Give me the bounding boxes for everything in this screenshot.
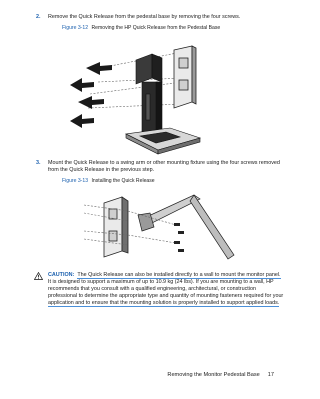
warning-triangle-icon [34, 272, 43, 280]
figure-3-12-label: Figure 3-12 [62, 25, 89, 31]
page-number: 17 [267, 372, 274, 378]
caution-note [48, 272, 285, 307]
caution-line-4: professional to determine the appropriate type and quantity of mounting fasteners required for your [48, 293, 284, 299]
caution-line-2: It is designed to support a maximum of up to 10.9 kg (24 lbs). If you are mounting to a wall, HP [48, 279, 274, 285]
step-3-text-line-2: from the Quick Release in the previous step. [48, 167, 155, 173]
step-2-number: 2. [36, 14, 41, 20]
figure-3-13-caption [62, 178, 155, 184]
step-2-text: Remove the Quick Release from the pedestal base by removing the four screws. [48, 14, 241, 20]
figure-3-13-title: Installing the Quick Release [91, 178, 155, 184]
caution-line-1: The Quick Release can also be installed directly to a wall to mount the monitor panel. [77, 272, 281, 278]
quick-release-removal-illustration [70, 38, 250, 164]
footer-title: Removing the Monitor Pedestal Base [167, 372, 260, 378]
figure-3-12-title: Removing the HP Quick Release from the Pedestal Base [91, 25, 221, 31]
step-3-text-line-1: Mount the Quick Release to a swing arm or other mounting fixture using the four screws removed [48, 160, 280, 166]
caution-line-3: recommends that you consult with a qualified engineering, architectural, or construction [48, 286, 256, 292]
step-3-number: 3. [36, 160, 41, 166]
caution-label: CAUTION: [48, 272, 75, 278]
page-footer [167, 372, 274, 378]
step-3-text [48, 160, 282, 174]
figure-3-12-caption [62, 25, 220, 31]
quick-release-install-illustration [84, 191, 264, 267]
figure-3-13-label: Figure 3-13 [62, 178, 89, 184]
caution-line-5: application and to ensure that the mounting solution is properly installed to support applied loads. [48, 300, 280, 306]
